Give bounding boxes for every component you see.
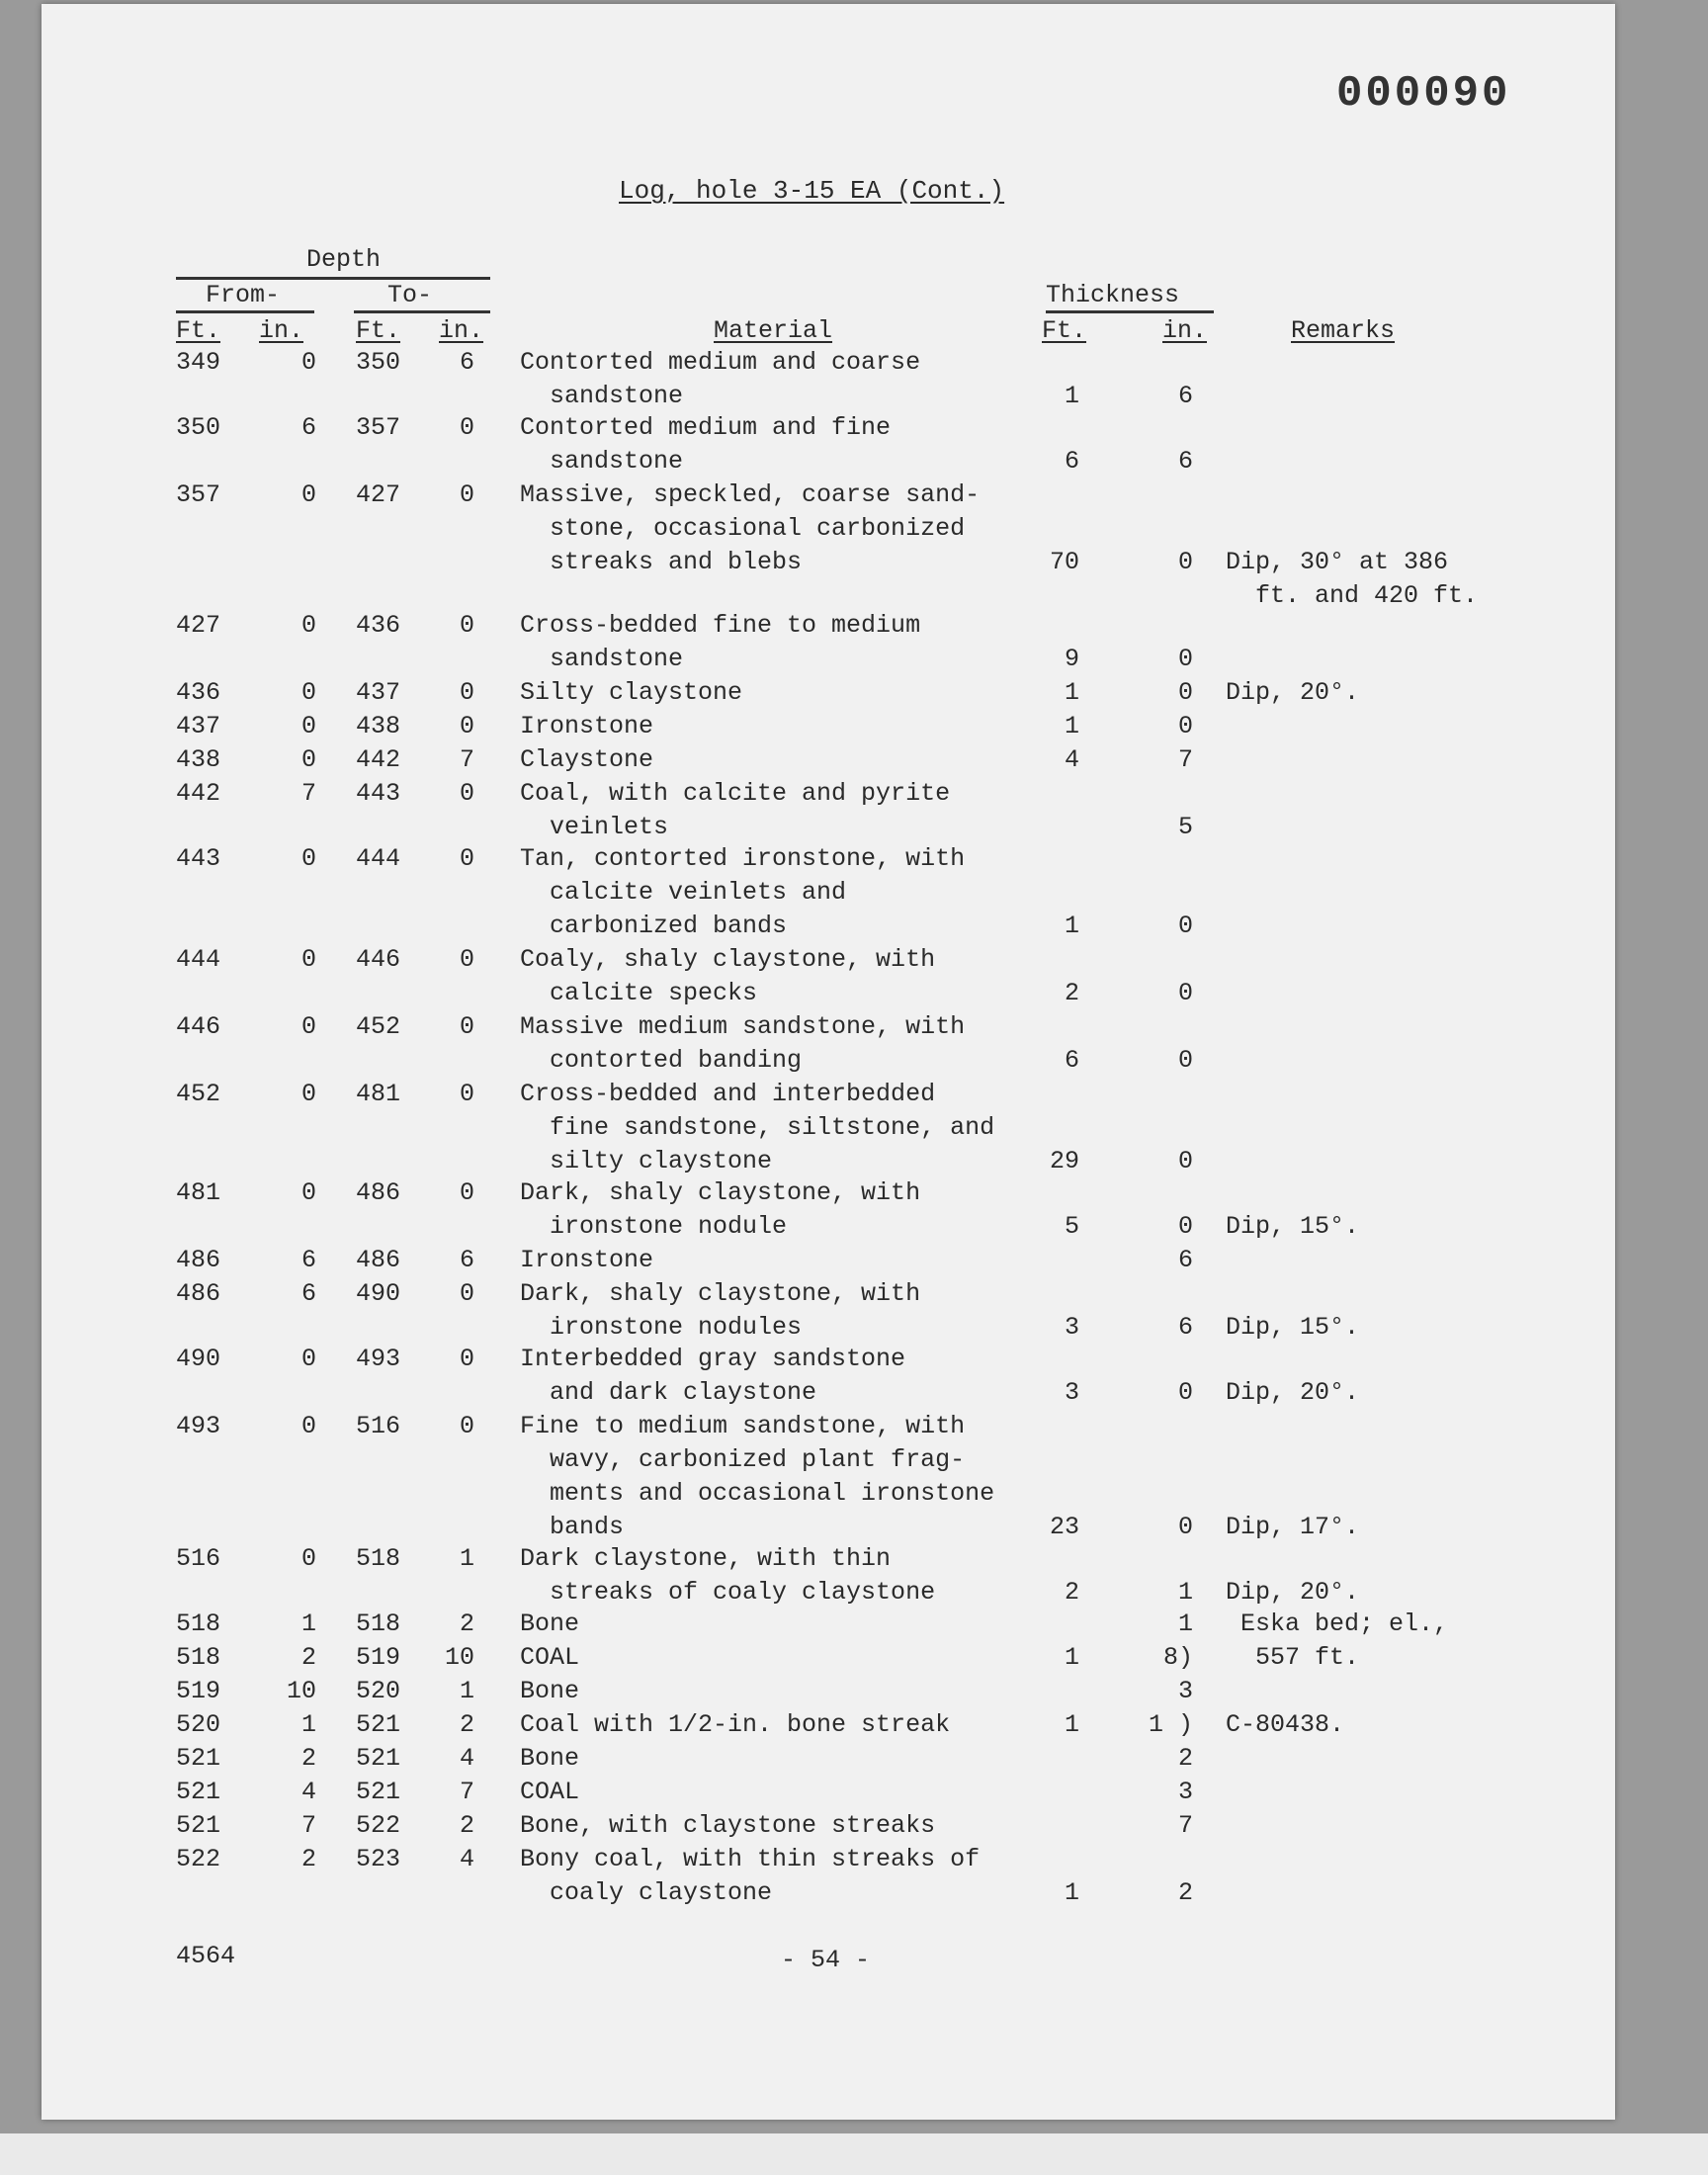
footer-code: 4564 [176,1942,236,1970]
cell-to-in: 0 [459,480,474,509]
cell-thickness-ft: 1 [1064,912,1079,940]
cell-material: Bone [520,1610,580,1638]
page-title: Log, hole 3-15 EA (Cont.) [619,176,1005,206]
cell-from-in: 2 [300,1744,316,1773]
cell-from-in: 1 [300,1610,316,1638]
cell-material: Ironstone [520,1246,654,1274]
cell-thickness-in: 1 [1177,1578,1193,1607]
cell-from-ft: 427 [176,611,221,640]
cell-material: Silty claystone [520,678,743,707]
cell-material: Fine to medium sandstone, with wavy, carbonized plant frag- ments and occasional ironstone bands [520,1412,995,1541]
cell-thickness-in: 0 [1177,1046,1193,1075]
cell-to-ft: 521 [356,1778,401,1806]
cell-thickness-in: 0 [1177,1212,1193,1241]
cell-to-in: 7 [459,745,474,774]
cell-remarks: 557 ft. [1226,1643,1360,1672]
cell-to-in: 0 [459,1412,474,1440]
cell-thickness-ft: 1 [1064,1643,1079,1672]
cell-from-in: 6 [300,1279,316,1308]
cell-from-ft: 516 [176,1544,221,1573]
cell-thickness-ft: 23 [1049,1513,1079,1541]
cell-thickness-in: 7 [1177,1811,1193,1840]
cell-thickness-ft: 2 [1064,1578,1079,1607]
cell-to-in: 0 [459,779,474,808]
cell-material: COAL [520,1778,580,1806]
cell-to-ft: 518 [356,1610,401,1638]
header-remarks: Remarks [1291,316,1396,345]
header-from-ft: Ft. [176,316,221,345]
cell-from-ft: 452 [176,1080,221,1108]
cell-material: Bone, with claystone streaks [520,1811,936,1840]
header-from-in: in. [259,316,304,345]
cell-remarks: Dip, 17°. [1226,1513,1360,1541]
cell-from-in: 7 [300,779,316,808]
cell-to-in: 6 [459,348,474,377]
cell-from-ft: 521 [176,1811,221,1840]
cell-thickness-ft: 1 [1064,1710,1079,1739]
cell-thickness-in: 0 [1177,912,1193,940]
cell-to-ft: 523 [356,1845,401,1873]
cell-material: Massive medium sandstone, with contorted banding [520,1012,966,1075]
cell-remarks: Dip, 20°. [1226,1378,1360,1407]
cell-from-ft: 521 [176,1744,221,1773]
cell-to-in: 0 [459,945,474,974]
cell-to-in: 1 [459,1677,474,1705]
cell-remarks: Dip, 20°. [1226,678,1360,707]
cell-thickness-ft: 3 [1064,1378,1079,1407]
cell-material: Coal with 1/2-in. bone streak [520,1710,951,1739]
cell-from-ft: 522 [176,1845,221,1873]
cell-material: Coaly, shaly claystone, with calcite specks [520,945,936,1007]
cell-to-ft: 521 [356,1710,401,1739]
cell-material: Cross-bedded and interbedded fine sandstone, siltstone, and silty claystone [520,1080,995,1175]
cell-to-ft: 521 [356,1744,401,1773]
footer-page-number: - 54 - [781,1946,871,1974]
cell-material: Ironstone [520,712,654,740]
cell-to-ft: 516 [356,1412,401,1440]
cell-thickness-ft: 1 [1064,712,1079,740]
cell-material: Bony coal, with thin streaks of coaly claystone [520,1845,981,1907]
cell-from-ft: 481 [176,1178,221,1207]
cell-material: Contorted medium and coarse sandstone [520,348,921,410]
cell-thickness-in: 0 [1177,678,1193,707]
cell-thickness-in: 0 [1177,712,1193,740]
cell-to-ft: 443 [356,779,401,808]
cell-thickness-in: 0 [1177,1513,1193,1541]
cell-from-in: 0 [300,1012,316,1041]
cell-from-in: 0 [300,611,316,640]
cell-from-ft: 520 [176,1710,221,1739]
cell-to-in: 2 [459,1610,474,1638]
cell-to-in: 0 [459,1345,474,1373]
cell-from-ft: 350 [176,413,221,442]
cell-from-in: 0 [300,1544,316,1573]
cell-thickness-ft: 3 [1064,1313,1079,1342]
cell-from-ft: 442 [176,779,221,808]
header-thickness: Thickness [1046,281,1180,309]
cell-from-in: 10 [286,1677,316,1705]
header-thickness-in: in. [1162,316,1208,345]
cell-from-in: 7 [300,1811,316,1840]
header-to-ft: Ft. [356,316,401,345]
cell-from-ft: 349 [176,348,221,377]
cell-thickness-in: 0 [1177,979,1193,1007]
cell-from-in: 1 [300,1710,316,1739]
cell-material: Contorted medium and fine sandstone [520,413,892,476]
cell-to-ft: 452 [356,1012,401,1041]
cell-thickness-ft: 5 [1064,1212,1079,1241]
cell-to-in: 1 [459,1544,474,1573]
cell-to-ft: 493 [356,1345,401,1373]
cell-from-ft: 357 [176,480,221,509]
cell-to-ft: 520 [356,1677,401,1705]
cell-to-in: 0 [459,1178,474,1207]
cell-material: Tan, contorted ironstone, with calcite veinlets and carbonized bands [520,844,966,940]
header-rule-thickness [1046,310,1214,313]
cell-from-ft: 443 [176,844,221,873]
cell-thickness-ft: 1 [1064,678,1079,707]
cell-from-ft: 521 [176,1778,221,1806]
cell-to-ft: 427 [356,480,401,509]
cell-from-in: 0 [300,1178,316,1207]
cell-from-in: 0 [300,480,316,509]
cell-to-in: 0 [459,413,474,442]
header-material: Material [714,316,833,345]
cell-to-in: 4 [459,1845,474,1873]
cell-material: Bone [520,1744,580,1773]
cell-from-in: 0 [300,678,316,707]
cell-to-in: 6 [459,1246,474,1274]
cell-thickness-ft: 4 [1064,745,1079,774]
cell-from-in: 6 [300,1246,316,1274]
cell-to-in: 4 [459,1744,474,1773]
cell-to-in: 0 [459,1012,474,1041]
cell-to-in: 10 [444,1643,474,1672]
cell-thickness-in: 2 [1177,1744,1193,1773]
cell-thickness-in: 1 ) [1148,1710,1193,1739]
cell-material: Bone [520,1677,580,1705]
cell-remarks: Eska bed; el., [1226,1610,1449,1638]
header-rule-from [176,310,314,313]
cell-to-ft: 522 [356,1811,401,1840]
cell-from-ft: 486 [176,1246,221,1274]
cell-from-ft: 486 [176,1279,221,1308]
cell-remarks: Dip, 15°. [1226,1313,1360,1342]
cell-to-in: 2 [459,1811,474,1840]
cell-material: Dark, shaly claystone, with ironstone nodules [520,1279,921,1342]
cell-thickness-in: 0 [1177,1147,1193,1175]
cell-to-ft: 438 [356,712,401,740]
cell-to-ft: 442 [356,745,401,774]
cell-to-in: 2 [459,1710,474,1739]
cell-remarks: C-80438. [1226,1710,1345,1739]
cell-to-in: 0 [459,611,474,640]
cell-from-in: 2 [300,1643,316,1672]
cell-from-ft: 436 [176,678,221,707]
cell-thickness-in: 3 [1177,1677,1193,1705]
cell-thickness-ft: 1 [1064,1878,1079,1907]
cell-from-in: 0 [300,1345,316,1373]
cell-thickness-in: 0 [1177,1378,1193,1407]
cell-to-in: 0 [459,712,474,740]
cell-thickness-in: 2 [1177,1878,1193,1907]
header-thickness-ft: Ft. [1042,316,1087,345]
header-from: From- [206,281,281,309]
cell-material: Interbedded gray sandstone and dark claystone [520,1345,906,1407]
cell-to-ft: 481 [356,1080,401,1108]
cell-remarks: Dip, 30° at 386 ft. and 420 ft. [1226,548,1479,610]
cell-to-ft: 436 [356,611,401,640]
cell-to-in: 7 [459,1778,474,1806]
cell-to-ft: 437 [356,678,401,707]
cell-thickness-ft: 70 [1049,548,1079,576]
cell-to-in: 0 [459,1080,474,1108]
cell-to-ft: 357 [356,413,401,442]
cell-material: COAL [520,1643,580,1672]
cell-material: Massive, speckled, coarse sand- stone, occasional carbonized streaks and blebs [520,480,981,576]
cell-thickness-in: 0 [1177,548,1193,576]
cell-to-ft: 490 [356,1279,401,1308]
cell-from-in: 0 [300,745,316,774]
cell-remarks: Dip, 20°. [1226,1578,1360,1607]
cell-thickness-ft: 6 [1064,1046,1079,1075]
cell-from-in: 0 [300,1412,316,1440]
header-to-in: in. [439,316,484,345]
cell-from-ft: 438 [176,745,221,774]
cell-to-ft: 446 [356,945,401,974]
cell-thickness-in: 1 [1177,1610,1193,1638]
cell-thickness-in: 6 [1177,1246,1193,1274]
cell-to-ft: 486 [356,1246,401,1274]
cell-to-ft: 518 [356,1544,401,1573]
page-number: 000090 [1336,69,1511,119]
cell-thickness-in: 6 [1177,1313,1193,1342]
cell-material: Claystone [520,745,654,774]
header-depth: Depth [306,245,382,274]
cell-from-in: 0 [300,712,316,740]
cell-to-ft: 444 [356,844,401,873]
cell-thickness-ft: 1 [1064,382,1079,410]
cell-from-ft: 519 [176,1677,221,1705]
cell-from-in: 0 [300,844,316,873]
cell-material: Dark claystone, with thin streaks of coaly claystone [520,1544,936,1607]
cell-thickness-in: 6 [1177,382,1193,410]
cell-to-in: 0 [459,678,474,707]
cell-thickness-in: 0 [1177,645,1193,673]
cell-from-in: 0 [300,945,316,974]
cell-thickness-in: 8) [1162,1643,1193,1672]
cell-from-ft: 444 [176,945,221,974]
cell-to-ft: 350 [356,348,401,377]
cell-from-in: 4 [300,1778,316,1806]
cell-from-ft: 446 [176,1012,221,1041]
cell-thickness-in: 6 [1177,447,1193,476]
cell-material: Coal, with calcite and pyrite veinlets [520,779,951,841]
cell-to-in: 0 [459,1279,474,1308]
cell-from-in: 0 [300,348,316,377]
cell-remarks: Dip, 15°. [1226,1212,1360,1241]
header-rule-to [354,310,490,313]
cell-from-ft: 518 [176,1643,221,1672]
cell-from-ft: 490 [176,1345,221,1373]
cell-from-ft: 493 [176,1412,221,1440]
scanner-background [0,2133,1708,2175]
cell-from-ft: 437 [176,712,221,740]
cell-from-in: 6 [300,413,316,442]
cell-material: Cross-bedded fine to medium sandstone [520,611,921,673]
cell-thickness-in: 5 [1177,813,1193,841]
cell-to-in: 0 [459,844,474,873]
cell-to-ft: 519 [356,1643,401,1672]
cell-thickness-ft: 9 [1064,645,1079,673]
cell-to-ft: 486 [356,1178,401,1207]
cell-material: Dark, shaly claystone, with ironstone nodule [520,1178,921,1241]
cell-from-ft: 518 [176,1610,221,1638]
cell-from-in: 2 [300,1845,316,1873]
cell-thickness-in: 3 [1177,1778,1193,1806]
cell-thickness-in: 7 [1177,745,1193,774]
cell-thickness-ft: 6 [1064,447,1079,476]
cell-thickness-ft: 2 [1064,979,1079,1007]
cell-thickness-ft: 29 [1049,1147,1079,1175]
header-to: To- [387,281,433,309]
cell-from-in: 0 [300,1080,316,1108]
